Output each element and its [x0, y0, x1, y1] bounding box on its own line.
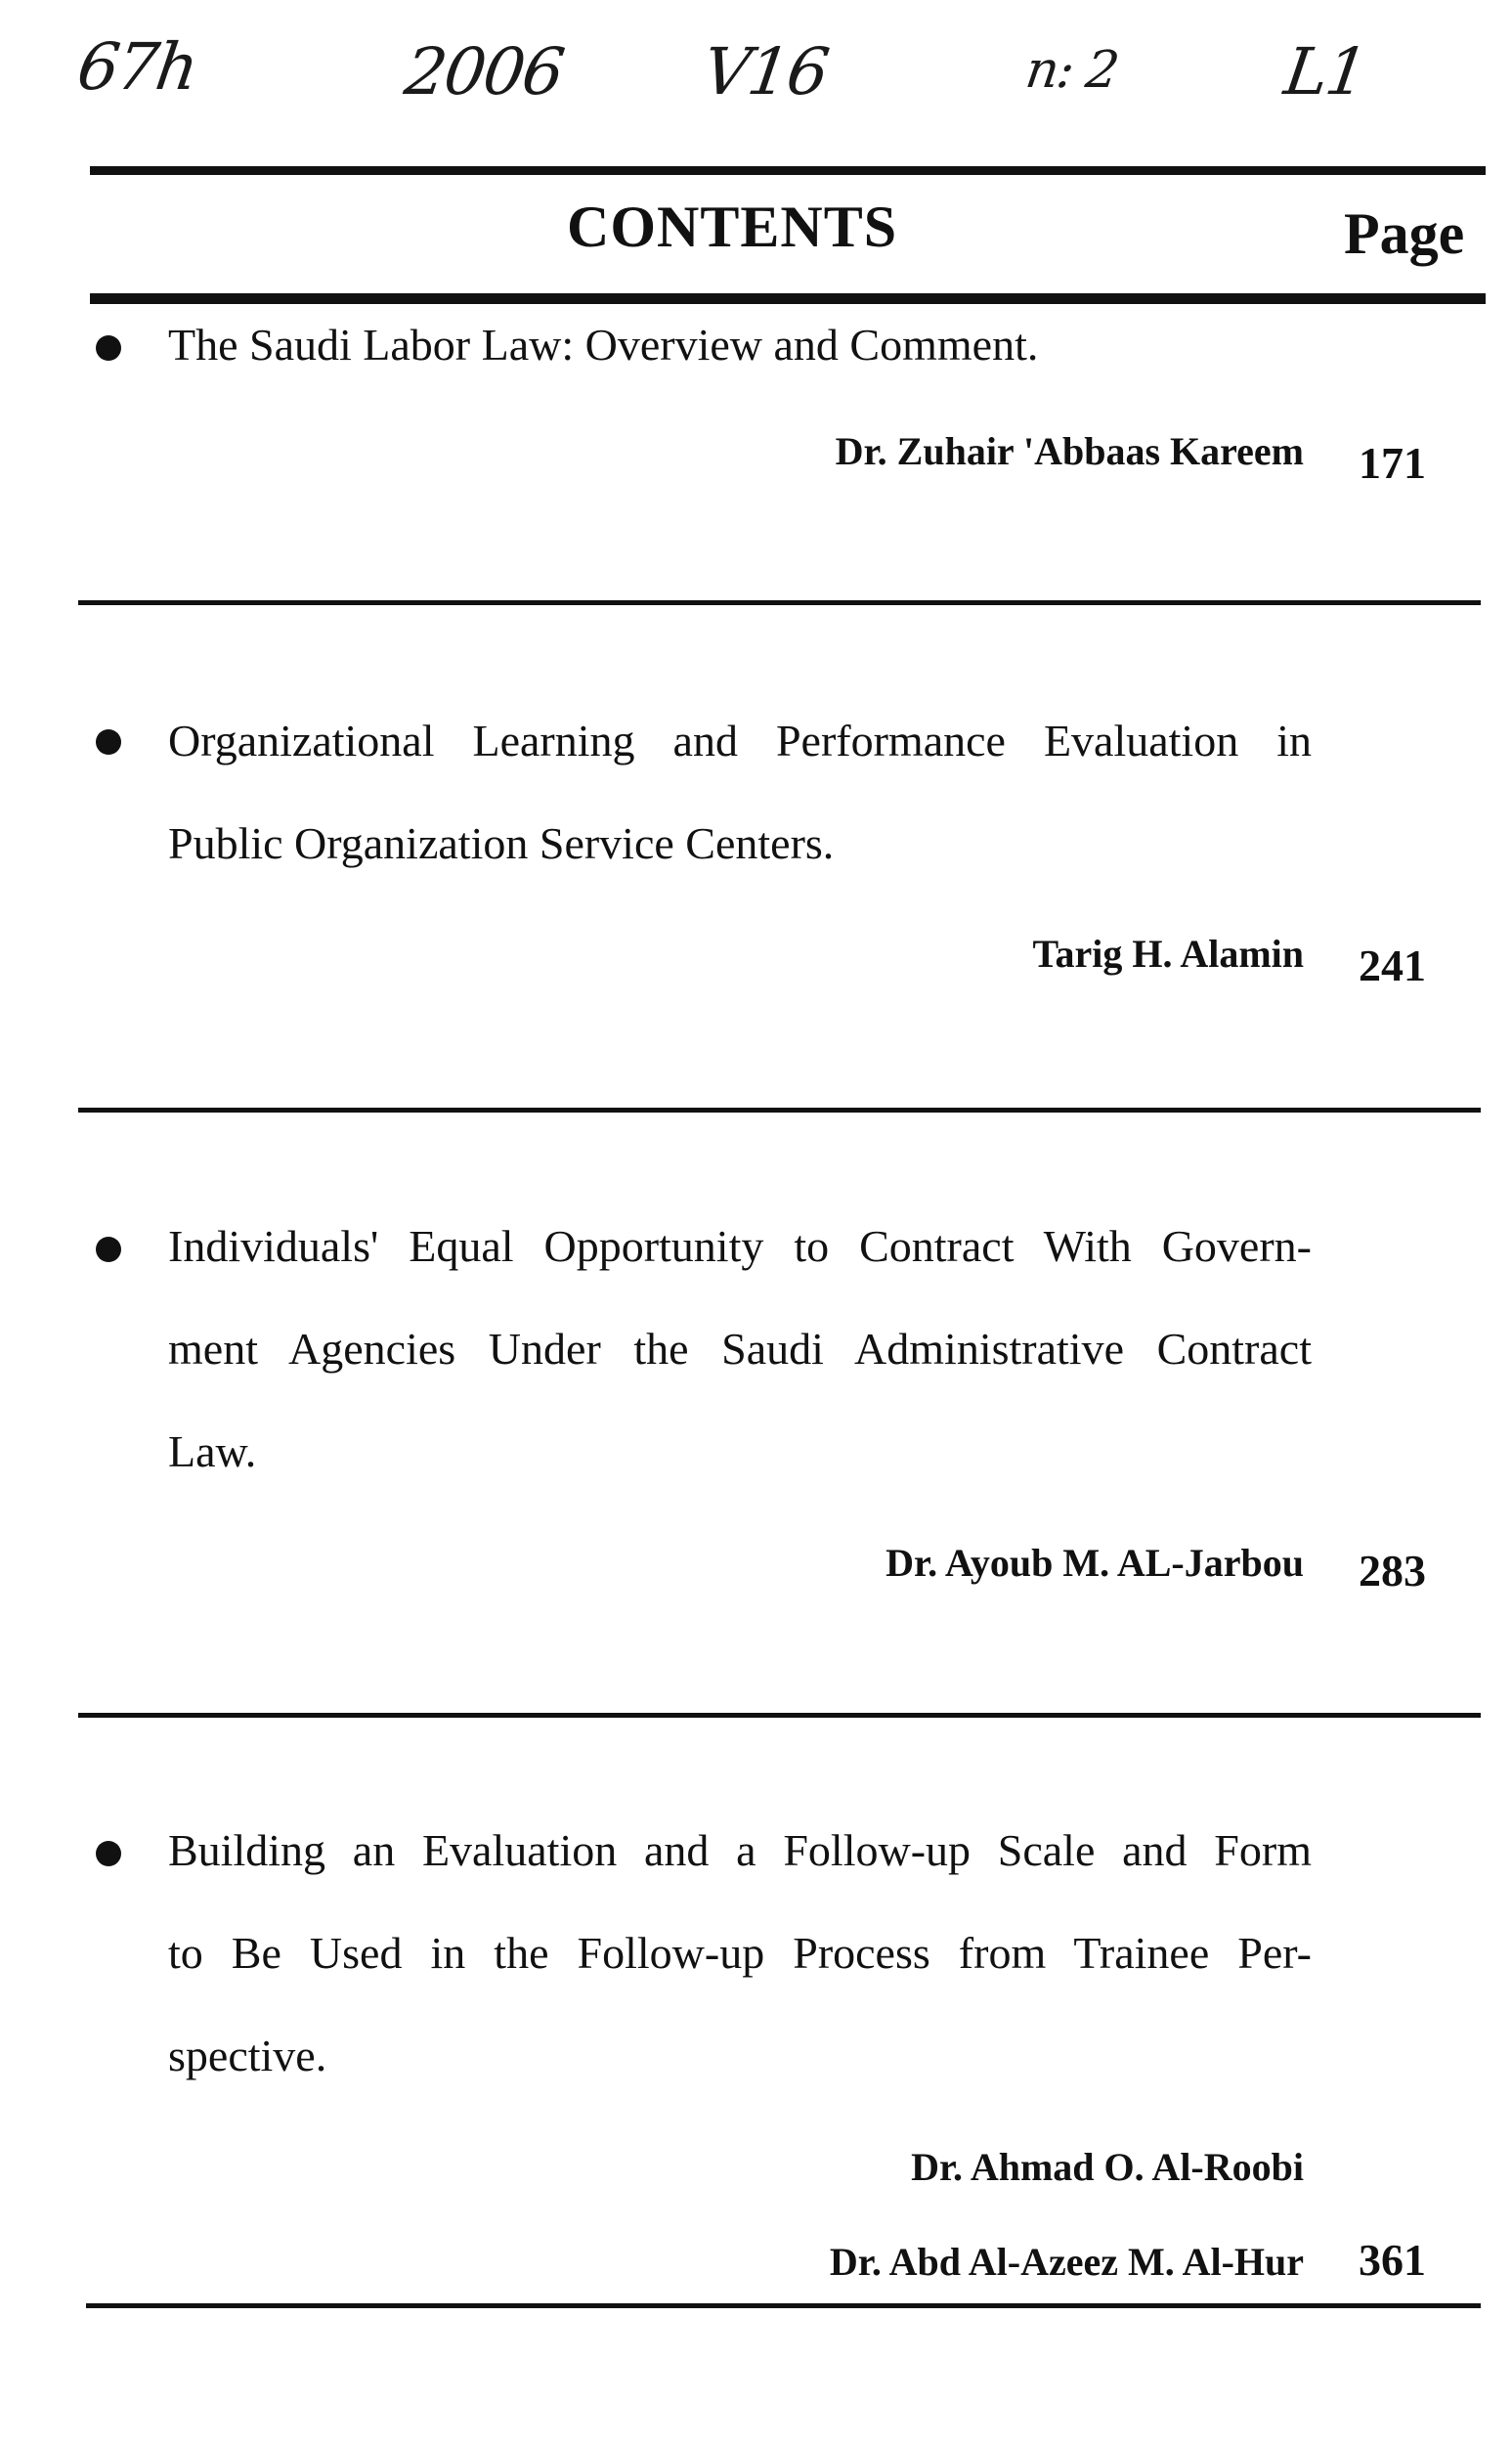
handwritten-part: V16 [698, 34, 833, 109]
entry-title-line: Public Organization Service Centers. [168, 818, 835, 868]
handwritten-part: 67h [72, 29, 201, 105]
entry-author: Dr. Abd Al-Azeez M. Al-Hur [829, 2240, 1304, 2284]
handwritten-part: L1 [1279, 34, 1371, 109]
entry-page-number: 361 [1359, 2235, 1426, 2285]
entry-author: Tarig H. Alamin [1032, 932, 1304, 976]
entry-title-line: Law. [168, 1426, 257, 1476]
entry-separator [86, 2303, 1481, 2308]
bullet-icon [96, 1841, 121, 1866]
entry-separator [78, 1108, 1481, 1113]
entry-title-line: Organizational Learning and Performance Evaluation in [168, 716, 1312, 765]
handwritten-part: n: 2 [1021, 41, 1121, 100]
entry-page-number: 241 [1359, 940, 1426, 990]
entry-author: Dr. Zuhair 'Abbaas Kareem [835, 429, 1304, 473]
entry-separator [78, 1713, 1481, 1718]
entry-page-number: 283 [1359, 1546, 1426, 1596]
bullet-icon [96, 335, 121, 361]
entry-title-line: ment Agencies Under the Saudi Administrative Contract [168, 1324, 1312, 1374]
entry-separator [78, 600, 1481, 605]
header-top-rule [90, 166, 1486, 175]
handwritten-part: 2006 [400, 34, 568, 109]
contents-heading: CONTENTS [567, 195, 898, 259]
entry-title-line: Building an Evaluation and a Follow-up Scale and Form [168, 1825, 1312, 1875]
bullet-icon [96, 729, 121, 755]
entry-title-line: The Saudi Labor Law: Overview and Comment. [168, 320, 1039, 370]
entry-author: Dr. Ayoub M. AL-Jarbou [886, 1541, 1304, 1585]
entry-page-number: 171 [1359, 438, 1426, 488]
handwritten-annotation [59, 29, 1407, 137]
entry-title-line: to Be Used in the Follow-up Process from Trainee Per- [168, 1928, 1312, 1978]
entry-title-line: Individuals' Equal Opportunity to Contract With Govern- [168, 1221, 1312, 1271]
page-column-heading: Page [1344, 201, 1465, 266]
header-bottom-rule [90, 293, 1486, 304]
entry-title-line: spective. [168, 2031, 327, 2080]
entry-author: Dr. Ahmad O. Al-Roobi [911, 2145, 1304, 2189]
bullet-icon [96, 1237, 121, 1262]
